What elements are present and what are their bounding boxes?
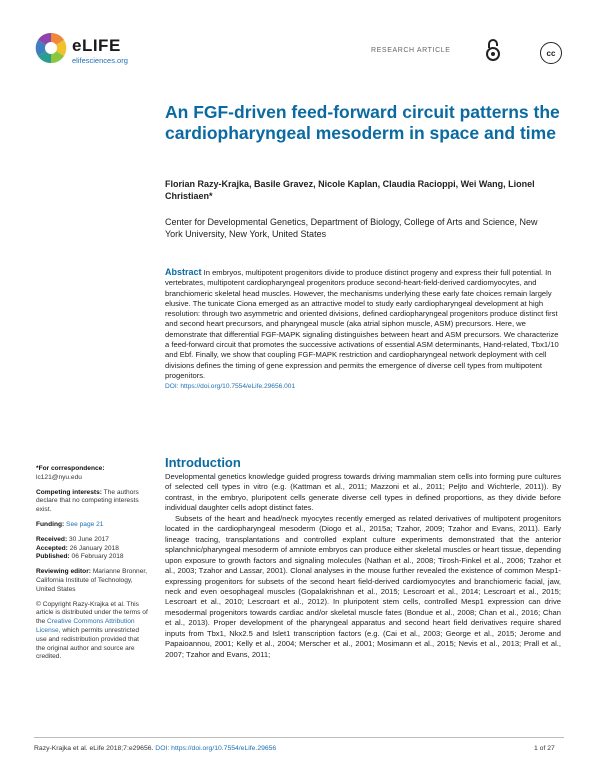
footer-rule (34, 737, 564, 738)
competing-text: The authors declare that no competing interests exist. (36, 488, 139, 514)
article-type: RESEARCH ARTICLE (371, 47, 451, 54)
abstract (165, 267, 560, 393)
abstract-label: Abstract (165, 267, 202, 277)
intro-paragraph: Developmental genetics knowledge guided progress towards driving mammalian stem cells into forming pure cultures of selected cell types in vitro (e.g. (Kattman et al., 2011; Mazzoni et al., 2011; Peljto and Wichterle, 2011)). By contrast, in the embryo, pluripotent cells generate diverse cell types in defined proportions, as they divide before individual daughter cells adopt distinct fates. (165, 472, 561, 513)
page-number: 1 of 27 (534, 745, 555, 752)
citation: Razy-Krajka et al. eLife 2018;7:e29656. (34, 745, 154, 752)
abstract-text: In embryos, multipotent progenitors divide to produce distinct progeny and express their full potential. In vertebrates, multipotent cardiopharyngeal progenitors produce second-heart-field-derived cardiomyocytes, and branchiomeric skeletal head muscles. However, the mechanisms underlying these early fate choices remain largely elusive. The tunicate Ciona emerged as an attractive model to study early cardiopharyngeal development at high resolution: through two asymmetric and oriented divisions, defined cardiopharyngeal progenitors produce distinct first and second heart precursors, and pharyngeal muscle (aka atrial siphon muscle, ASM) precursors. Here, we demonstrate that differential FGF-MAPK signaling distinguishes between heart and ASM precursors. We characterize a feed-forward circuit that promotes the successive activations of essential ASM determinants, Hand-related, Tbx1/10 and Ebf. Finally, we show that coupling FGF-MAPK restriction and cardiopharyngeal network deployment with cell divisions defines the timing of gene expression and permits the emergence of diverse cell types from multipotent progenitors. (165, 268, 559, 380)
logo-name: eLIFE (72, 36, 121, 55)
published-label: Published: (36, 553, 70, 561)
published-date: 06 February 2018 (71, 553, 124, 561)
footer-citation (34, 745, 276, 752)
accepted-date: 26 January 2018 (69, 544, 119, 552)
reviewing-text: Marianne Bronner, California Institute of Technology, United States (36, 568, 148, 593)
intro-paragraph: Subsets of the heart and head/neck myocytes recently emerged as related derivatives of multipotent progenitors located in the cardiopharyngeal mesoderm (Diogo et al., 2015a; Tzahor, 2009; Tzahor and Evans, 2011). Early lineage tracing, transplantations and controlled explant culture experiments demonstrated that the anterior splanchnic/pharyngeal mesoderm of amniote embryos can produce either skeletal muscles or heart tissue, depending upon exposure to growth factors and signaling molecules (Nathan et al., 2008; Tirosh-Finkel et al., 2006; Tzahor et al., 2003; Tzahor and Lassar, 2001). Clonal analyses in the mouse further revealed the existence of common Mesp1-expressing progenitors for subsets of the second heart field-derived cardiomyocytes and branchiomeric facial, jaw, neck and even oesophageal muscles (Gopalakrishnan et al., 2015; Lescroart et al., 2014; Lescroart et al., 2015; Lescroart et al., 2010; Lescroart et al., 2012). In pluripotent stem cells, controlled Mesp1 expression can drive mesodermal progenitors towards cardiac and/or skeletal muscle fates (Bondue et al., 2008; Chan et al., 2016; Chan et al., 2013). Proper development of the pharyngeal apparatus and second heart field derivatives require shared inputs from Tbx1, Nkx2.5 and Islet1 transcription factors (e.g. (Cai et al., 2003; George et al., 2015; Jerome and Papaioannou, 2001; Kelly et al., 2004; Merscher et al., 2001; Mosimann et al., 2015; Nevis et al., 2013; Prall et al., 2007; Tzahor and Evans, 2011; (165, 513, 561, 659)
elife-logo[interactable] (34, 31, 154, 67)
author-list: Florian Razy-Krajka, Basile Gravez, Nicole Kaplan, Claudia Racioppi, Wei Wang, Lionel Christiaen* (165, 179, 535, 201)
introduction-body (165, 472, 561, 660)
creative-commons-icon[interactable]: cc (540, 42, 562, 64)
funding-label: Funding: (36, 520, 65, 528)
received-label: Received: (36, 535, 68, 543)
article-title: An FGF-driven feed-forward circuit patterns the cardiopharyngeal mesoderm in space and time (165, 102, 560, 143)
copyright-pre: © Copyright Razy-Krajka et al. This article is distributed under the terms of the (36, 600, 148, 626)
received-date: 30 June 2017 (69, 535, 109, 543)
introduction-heading: Introduction (165, 455, 241, 470)
footer-doi[interactable]: DOI: https://doi.org/10.7554/eLife.29656 (155, 745, 277, 752)
elife-logo-icon (34, 31, 68, 65)
copyright-post: which permits unrestricted use and redistribution provided that the original author and source are credited. (36, 626, 140, 661)
correspondence-label: *For correspondence: (36, 465, 105, 472)
cc-license-link[interactable]: Creative Commons Attribution License, (36, 618, 135, 634)
accepted-label: Accepted: (36, 544, 68, 552)
funding-link[interactable]: See page 21 (66, 520, 104, 528)
competing-label: Competing interests: (36, 488, 102, 496)
sidebar (36, 465, 148, 662)
correspondence-email[interactable]: lc121@nyu.edu (36, 473, 82, 481)
abstract-doi[interactable]: DOI: https://doi.org/10.7554/eLife.29656.001 (165, 383, 296, 391)
reviewing-label: Reviewing editor: (36, 568, 91, 576)
logo-url: elifesciences.org (72, 56, 128, 65)
open-access-icon[interactable] (482, 39, 504, 61)
affiliation: Center for Developmental Genetics, Department of Biology, College of Arts and Science, New York University, New York, United States (165, 217, 538, 239)
